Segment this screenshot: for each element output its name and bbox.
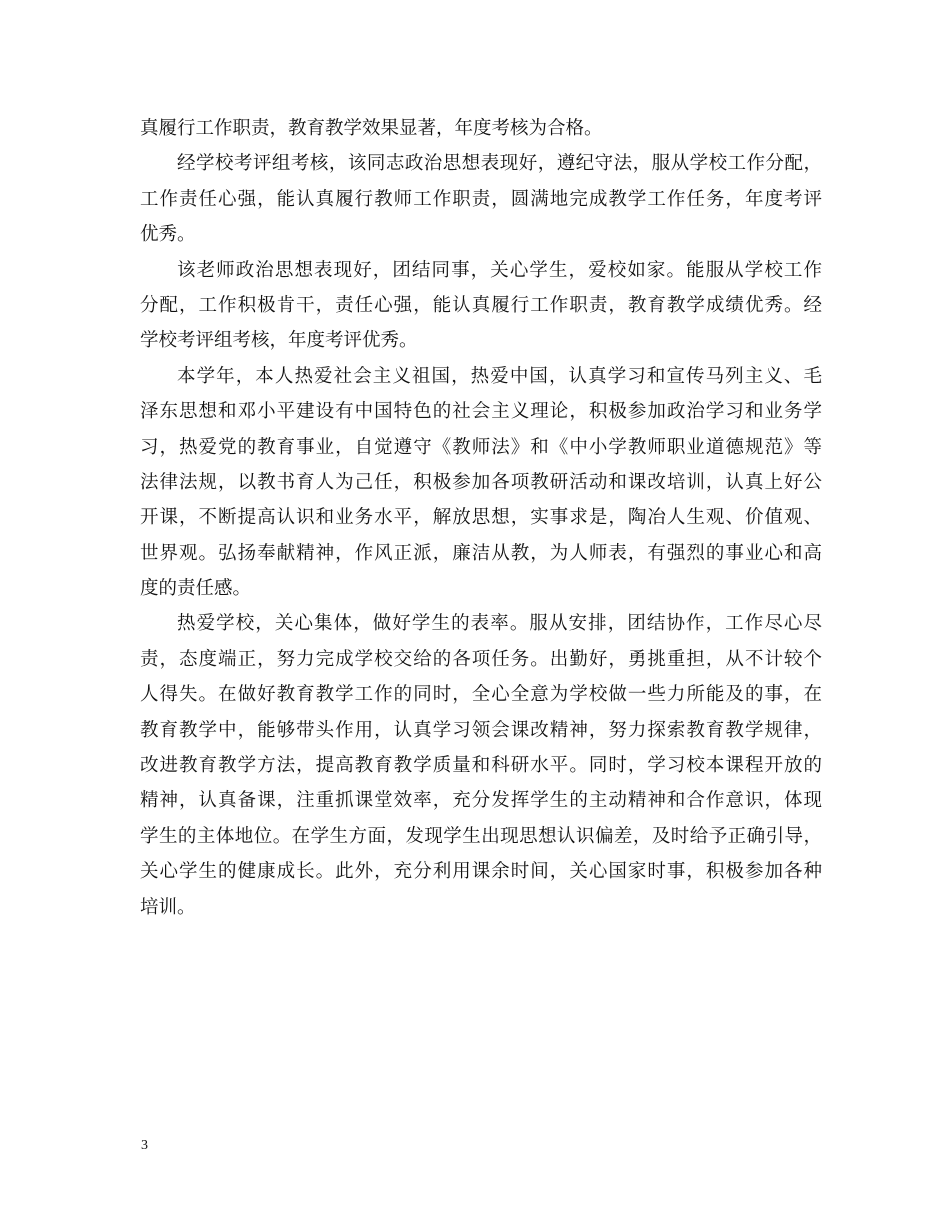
text-line: 泽东思想和邓小平建设有中国特色的社会主义理论，积极参加政治学习和业务学	[140, 401, 822, 423]
text-line: 分配，工作积极肯干，责任心强，能认真履行工作职责，教育教学成绩优秀。经	[140, 294, 822, 316]
text-line: 工作责任心强，能认真履行教师工作职责，圆满地完成教学工作任务，年度考评	[140, 188, 822, 210]
document-body	[140, 114, 822, 928]
text-line: 精神，认真备课，注重抓课堂效率，充分发挥学生的主动精神和合作意识，体现	[140, 790, 822, 812]
paragraph	[140, 256, 822, 356]
text-line: 热爱学校，关心集体，做好学生的表率。服从安排，团结协作，工作尽心尽	[177, 613, 822, 635]
text-line: 教育教学中，能够带头作用，认真学习领会课改精神，努力探索教育教学规律，	[140, 719, 822, 741]
page-number: 3	[141, 1138, 148, 1153]
text-line: 培训。	[140, 896, 196, 918]
text-line: 责，态度端正，努力完成学校交给的各项任务。出勤好，勇挑重担，从不计较个	[140, 648, 822, 670]
text-line: 本学年，本人热爱社会主义祖国，热爱中国，认真学习和宣传马列主义、毛	[177, 365, 822, 387]
text-line: 世界观。弘扬奉献精神，作风正派，廉洁从教，为人师表，有强烈的事业心和高	[140, 542, 822, 564]
text-line: 度的责任感。	[140, 578, 252, 600]
text-line: 优秀。	[140, 224, 196, 246]
text-line: 开课，不断提高认识和业务水平，解放思想，实事求是，陶冶人生观、价值观、	[140, 507, 822, 529]
text-line: 人得失。在做好教育教学工作的同时，全心全意为学校做一些力所能及的事，在	[140, 684, 822, 706]
paragraph	[140, 362, 822, 603]
text-line: 改进教育教学方法，提高教育教学质量和科研水平。同时，学习校本课程开放的	[140, 755, 822, 777]
text-line: 学生的主体地位。在学生方面，发现学生出现思想认识偏差，及时给予正确引导，	[140, 825, 822, 847]
paragraph	[140, 114, 822, 143]
paragraph	[140, 149, 822, 249]
paragraph	[140, 609, 822, 921]
text-line: 该老师政治思想表现好，团结同事，关心学生，爱校如家。能服从学校工作	[177, 259, 822, 281]
text-line: 法律法规，以教书育人为己任，积极参加各项教研活动和课改培训，认真上好公	[140, 471, 822, 493]
text-line: 关心学生的健康成长。此外，充分利用课余时间，关心国家时事，积极参加各种	[140, 861, 822, 883]
text-line: 经学校考评组考核，该同志政治思想表现好，遵纪守法，服从学校工作分配，	[177, 153, 822, 175]
text-line: 真履行工作职责，教育教学效果显著，年度考核为合格。	[140, 118, 603, 139]
text-line: 习，热爱党的教育事业，自觉遵守《教师法》和《中小学教师职业道德规范》等	[140, 436, 822, 458]
text-line: 学校考评组考核，年度考评优秀。	[140, 330, 418, 352]
